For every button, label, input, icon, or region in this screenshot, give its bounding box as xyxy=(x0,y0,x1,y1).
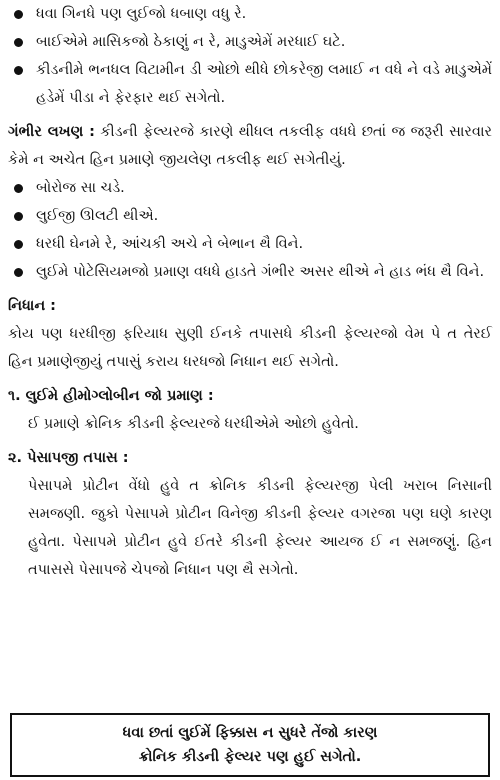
list-item xyxy=(8,230,492,258)
intro-bullet-list xyxy=(8,0,492,112)
bullet-text: બાઈએમે માસિકજો ઠેકાણું ન રે, માડુએમેં મરધાઈ ઘટે. xyxy=(36,34,346,50)
list-item xyxy=(8,174,492,202)
bullet-text: લુઈમે પોટેસિયમજો પ્રમાણ વધધે હાડતે ગંભીર અસર થીએ ને હાડ ભંધ થૈ વિને. xyxy=(36,264,485,280)
bullet-text: કીડનીમે ભનધલ વિટામીન ડી ઓછો થીધે છોકરેજી લમાઈ ન વધે ને વડે માડુએમેં હડેમેં પીડા ને ફેરફાર થઈ સગેતો. xyxy=(36,62,492,106)
diagnosis-text: કોય પણ ધરધીજી ફરિયાધ સુણી ઈનકે તપાસધે કીડની ફેલ્યરજો વેમ પે ત તેરઈ હિન પ્રમાણેજીયું તપાસું કરાય ધરધજો નિધાન થઈ સગેતો. xyxy=(8,326,492,370)
serious-symptoms-text: કીડની ફેલ્યરજે કારણે થીધલ તકલીફ વધધે છતાં જ જરૂરી સારવાર કેમે ન અચેત હિન પ્રમાણે જીયલેણ તકલીફ થઈ સગેતીયું. xyxy=(8,124,493,168)
section-2-text: પેસાપમે પ્રોટીન વેંધો હુવે ત ક્રોનિક કીડની ફેલ્યરજી પેલી ખરાબ નિસાની સમજણી. જુકો પેસાપમે પ્રોટીન વિનેજી કીડની ફેલ્યર વગરજા પણ ઘણે કારણ હુવેતા. પેસાપમે પ્રોટીન હુવે ઈતરે કીડની ફેલ્યર આયજ ઈ ન સમજણું. હિન તપાસસે પેસાપજે ચેપજો નિધાન પણ થૈ સગેતો. xyxy=(28,478,492,578)
note-box xyxy=(10,713,490,777)
bullet-icon xyxy=(14,66,23,75)
bullet-icon xyxy=(14,38,23,47)
diagnosis-heading: નિધાન : xyxy=(8,298,56,314)
section-1-text: ઈ પ્રમાણે ક્રોનિક કીડની ફેલ્યરજે ધરધીએમે ઓછો હુવેતો. xyxy=(28,416,359,432)
bullet-text: લુઈજી ઊલટી થીએ. xyxy=(36,208,159,224)
bullet-icon xyxy=(14,212,23,221)
bullet-text: ધવા ગિનધે પણ લુઈજો ધબાણ વધુ રે. xyxy=(36,6,247,22)
list-item xyxy=(8,258,492,286)
bullet-icon xyxy=(14,240,23,249)
serious-symptoms-label: ગંભીર લખણ : xyxy=(8,124,95,140)
serious-symptoms-paragraph xyxy=(8,118,492,174)
list-item xyxy=(8,28,492,56)
list-item xyxy=(8,202,492,230)
list-item xyxy=(8,56,492,112)
bullet-icon xyxy=(14,10,23,19)
section-2-heading: ૨. પેસાપજી તપાસ : xyxy=(8,450,129,466)
bullet-text: ધરધી ઘેનમે રે, આંચકી અચે ને બેભાન થૈ વિને. xyxy=(36,236,304,252)
note-box-line-2: ક્રોનિક કીડની ફેલ્યર પણ હુઈ સગેતો. xyxy=(138,749,362,765)
serious-bullet-list xyxy=(8,174,492,286)
bullet-icon xyxy=(14,184,23,193)
bullet-text: બોરોજ સા ચડે. xyxy=(36,180,125,196)
note-box-line-1: ધવા છતાં લુઈમેં ફિક્કાસ ન સુધરે તેંજો કારણ xyxy=(122,725,378,741)
section-1-heading: ૧. લુઈમે હીમોગ્લોબીન જો પ્રમાણ : xyxy=(8,388,214,404)
bullet-icon xyxy=(14,268,23,277)
list-item xyxy=(8,0,492,28)
